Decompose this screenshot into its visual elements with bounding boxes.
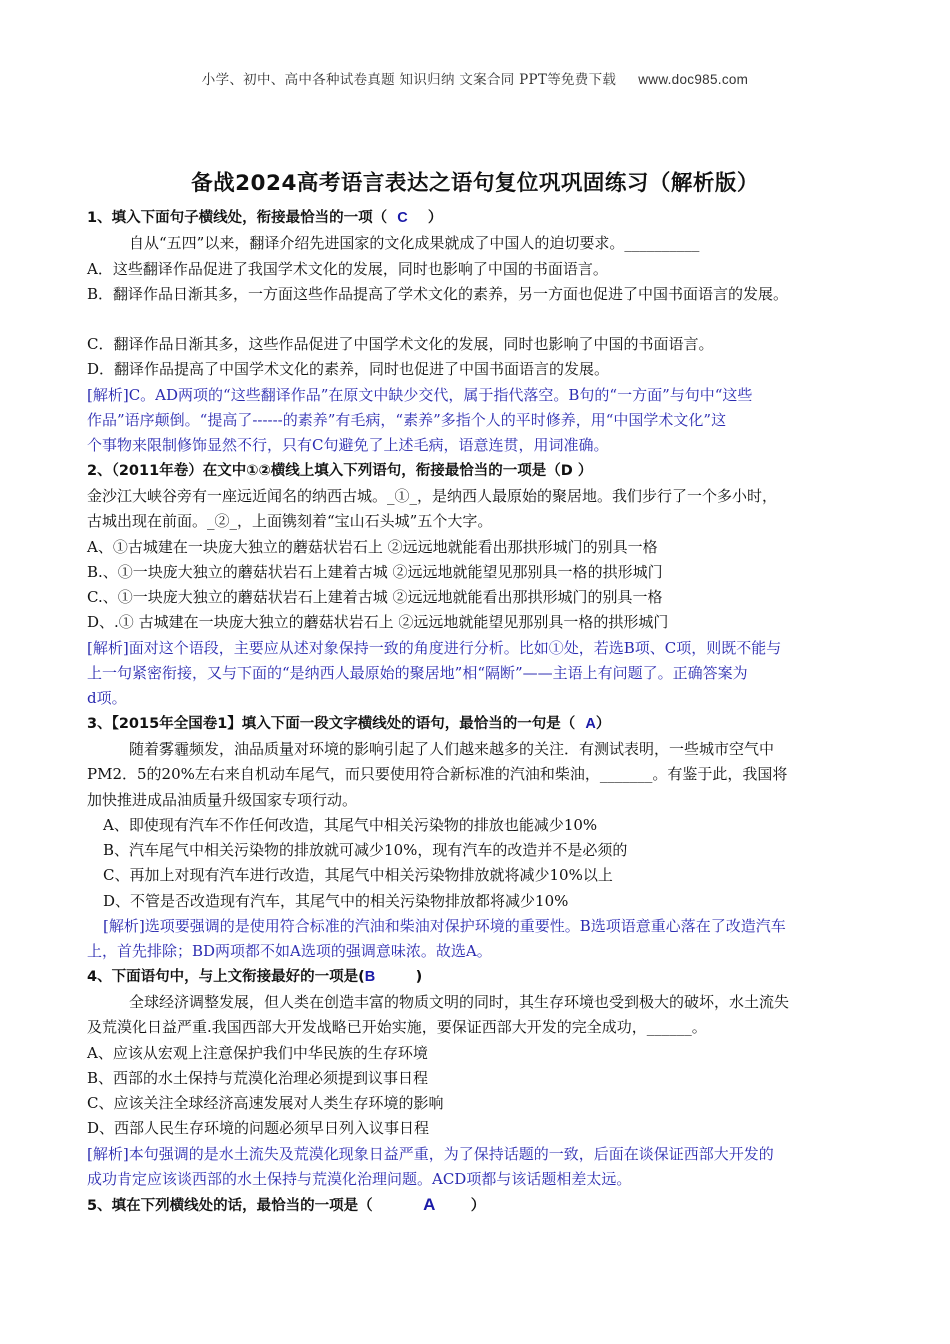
- question-4-analysis-line-2: 成功肯定应该谈西部的水土保持与荒漠化治理问题。ACD项都与该话题相差太远。: [87, 1169, 632, 1188]
- question-3-stem-line-1: 随着雾霾频发，油品质量对环境的影响引起了人们越来越多的关注．有测试表明，一些城市空气中: [129, 739, 775, 758]
- page-header: [0, 68, 950, 88]
- question-1-analysis-line-2: 作品”语序颠倒。“提高了------的素养”有毛病，“素养”多指个人的平时修养，用“中国学术文化”这: [87, 411, 727, 430]
- question-1-option-b: B．翻译作品日渐其多，一方面这些作品提高了学术文化的素养，另一方面也促进了中国书面语言的发展。: [87, 284, 789, 303]
- question-1-heading: 1、填入下面句子横线处，衔接最恰当的一项（ C ）: [87, 210, 443, 226]
- document-body: [87, 206, 877, 1220]
- question-1-stem: 自从“五四”以来，翻译介绍先进国家的文化成果就成了中国人的迫切要求。__________: [129, 234, 700, 253]
- question-4-answer: B: [364, 968, 376, 985]
- header-text: 小学、初中、高中各种试卷真题 知识归纳 文案合同 PPT等免费下载: [201, 72, 617, 88]
- question-5-answer: A: [423, 1195, 436, 1215]
- question-1-option-c: C．翻译作品日渐其多，这些作品促进了中国学术文化的发展，同时也影响了中国的书面语言。: [87, 335, 714, 354]
- question-4-stem-line-1: 全球经济调整发展，但人类在创造丰富的物质文明的同时，其生存环境也受到极大的破坏，水土流失: [129, 992, 790, 1011]
- question-2-heading: 2、（2011年卷）在文中①②横线上填入下列语句，衔接最恰当的一项是（D ）: [87, 462, 593, 479]
- question-3-answer: A: [585, 715, 596, 732]
- document-title: 备战2024高考语言表达之语句复位巩巩固练习（解析版）: [191, 171, 759, 196]
- question-4-option-c: C、应该关注全球经济高速发展对人类生存环境的影响: [87, 1094, 444, 1113]
- question-3-stem-line-3: 加快推进成品油质量升级国家专项行动。: [87, 790, 358, 809]
- spacer: [87, 307, 877, 332]
- question-2-option-d: D、.① 古城建在一块庞大独立的蘑菇状岩石上 ②远远地就能望见那别具一格的拱形城门: [87, 613, 669, 632]
- question-1-answer: C: [397, 210, 408, 226]
- question-2-option-b: B.、①一块庞大独立的蘑菇状岩石上建着古城 ②远远地就能望见那别具一格的拱形城门: [87, 562, 663, 581]
- question-3-option-c: C、再加上对现有汽车进行改造，其尾气中相关污染物排放就将减少10%以上: [103, 866, 613, 885]
- question-2-analysis-line-1: [解析]面对这个语段，主要应从述对象保持一致的角度进行分析。比如①处，若选B项、C项，则既不能与: [87, 638, 782, 657]
- question-2-option-a: A、①古城建在一块庞大独立的蘑菇状岩石上 ②远远地就能看出那拱形城门的别具一格: [87, 537, 658, 556]
- question-3-analysis-line-2: 上，首先排除；BD两项都不如A选项的强调意味浓。故选A。: [87, 942, 492, 961]
- question-1-analysis-line-1: [解析]C。AD两项的“这些翻译作品”在原文中缺少交代，属于指代落空。B句的“一方面”与句中“这些: [87, 385, 753, 404]
- question-2-analysis-line-2: 上一句紧密衔接，又与下面的“是纳西人最原始的聚居地”相“隔断”——主语上有问题了。正确答案为: [87, 664, 748, 683]
- question-1-option-a: A．这些翻译作品促进了我国学术文化的发展，同时也影响了中国的书面语言。: [87, 259, 608, 278]
- question-4-heading: 4、下面语句中，与上文衔接最好的一项是(B ): [87, 968, 423, 985]
- question-3-stem-line-2: PM2．5的20%左右来自机动车尾气，而只要使用符合新标准的汽油和柴油，_______。有鉴于此，我国将: [87, 765, 788, 784]
- question-2-stem-line-1: 金沙江大峡谷旁有一座远近闻名的纳西古城。_①_，是纳西人最原始的聚居地。我们步行了一个多小时，: [87, 486, 778, 505]
- question-4-option-b: B、西部的水土保持与荒漠化治理必须提到议事日程: [87, 1068, 429, 1087]
- question-4-analysis-line-1: [解析]本句强调的是水土流失及荒漠化现象日益严重，为了保持话题的一致，后面在谈保证西部大开发的: [87, 1144, 774, 1163]
- question-2-analysis-line-3: d项。: [87, 689, 127, 708]
- question-2-option-c: C.、①一块庞大独立的蘑菇状岩石上建着古城 ②远远地就能看出那拱形城门的别具一格: [87, 588, 663, 607]
- question-5-heading: 5、填在下列横线处的话，最恰当的一项是（ A ）: [87, 1195, 486, 1215]
- question-3-option-a: A、即使现有汽车不作任何改造，其尾气中相关污染物的排放也能减少10%: [103, 815, 598, 834]
- question-4-option-d: D、西部人民生存环境的问题必须早日列入议事日程: [87, 1119, 430, 1138]
- question-1-option-d: D．翻译作品提高了中国学术文化的素养，同时也促进了中国书面语言的发展。: [87, 360, 610, 379]
- header-site: www.doc985.com: [638, 72, 749, 87]
- question-3-option-b: B、汽车尾气中相关污染物的排放就可减少10%，现有汽车的改造并不是必须的: [103, 841, 628, 860]
- question-3-analysis-line-1: [解析]选项要强调的是使用符合标准的汽油和柴油对保护环境的重要性。B选项语意重心落在了改造汽车: [103, 917, 786, 936]
- question-1-analysis-line-3: 个事物来限制修饰显然不行，只有C句避免了上述毛病，语意连贯，用词准确。: [87, 436, 609, 455]
- question-2-stem-line-2: 古城出现在前面。_②_，上面镌刻着“宝山石头城”五个大字。: [87, 512, 493, 531]
- question-3-heading: 3、【2015年全国卷1】填入下面一段文字横线处的语句，最恰当的一句是（ A）: [87, 715, 611, 732]
- question-3-option-d: D、不管是否改造现有汽车，其尾气中的相关污染物排放都将减少10%: [103, 891, 569, 910]
- question-4-stem-line-2: 及荒漠化日益严重.我国西部大开发战略已开始实施，要保证西部大开发的完全成功，______。: [87, 1018, 707, 1037]
- question-4-option-a: A、应该从宏观上注意保护我们中华民族的生存环境: [87, 1043, 428, 1062]
